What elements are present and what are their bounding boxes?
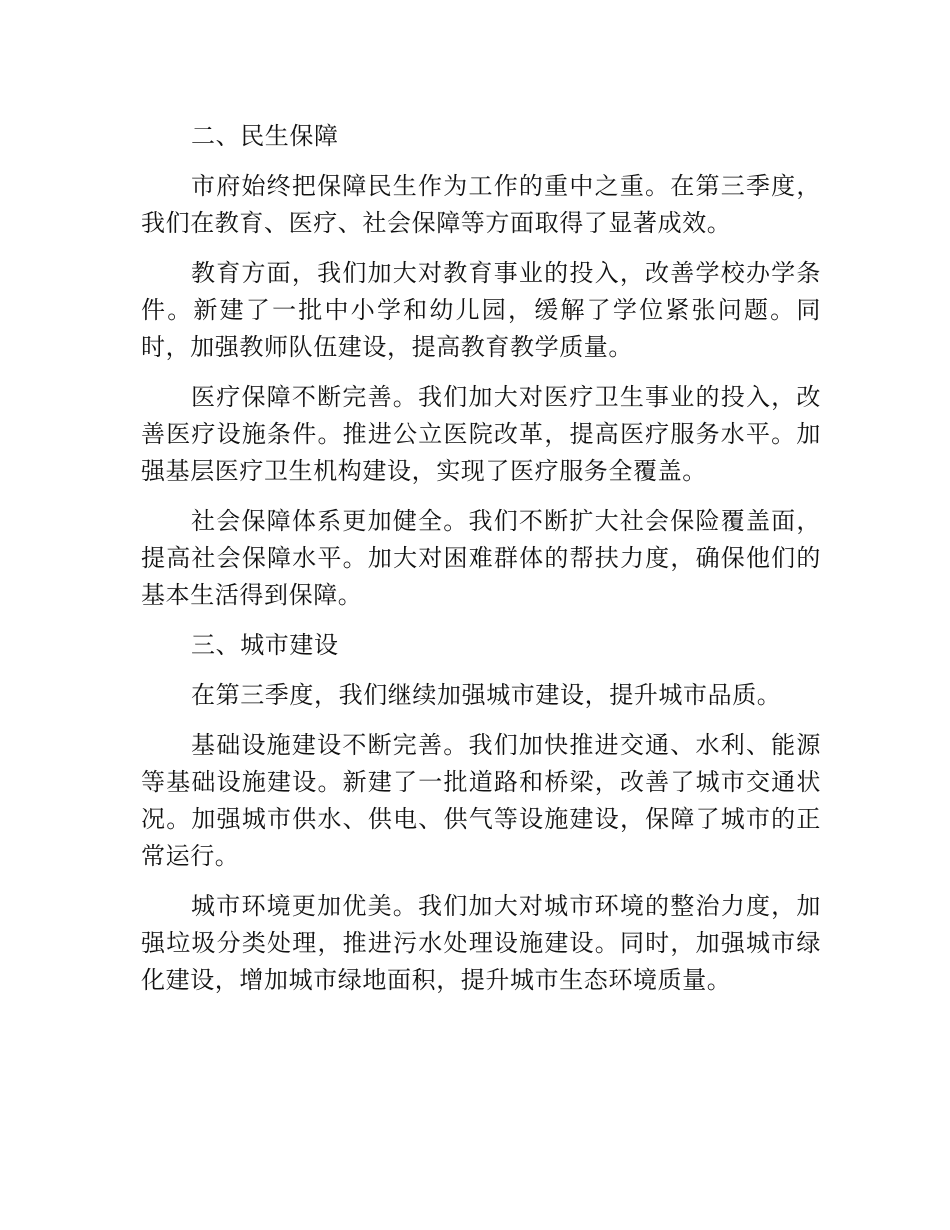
paragraph-urban-intro: 在第三季度，我们继续加强城市建设，提升城市品质。 (191, 681, 782, 709)
section-heading-urban-construction: 三、城市建设 (191, 631, 339, 659)
paragraph-infrastructure: 基础设施建设不断完善。我们加快推进交通、水利、能源等基础设施建设。新建了一批道路和桥梁，改善了城市交通状况。加强城市供水、供电、供气等设施建设，保障了城市的正常运行。 (141, 731, 821, 870)
section-heading-livelihood: 二、民生保障 (191, 122, 339, 150)
paragraph-social-security: 社会保障体系更加健全。我们不断扩大社会保险覆盖面，提高社会保障水平。加大对困难群体的帮扶力度，确保他们的基本生活得到保障。 (141, 507, 821, 609)
paragraph-environment: 城市环境更加优美。我们加大对城市环境的整治力度，加强垃圾分类处理，推进污水处理设施建设。同时，加强城市绿化建设，增加城市绿地面积，提升城市生态环境质量。 (141, 892, 821, 994)
paragraph-livelihood-intro: 市府始终把保障民生作为工作的重中之重。在第三季度，我们在教育、医疗、社会保障等方面取得了显著成效。 (141, 172, 821, 237)
document-body (141, 118, 821, 1012)
paragraph-healthcare: 医疗保障不断完善。我们加大对医疗卫生事业的投入，改善医疗设施条件。推进公立医院改革，提高医疗服务水平。加强基层医疗卫生机构建设，实现了医疗服务全覆盖。 (141, 383, 821, 485)
paragraph-education: 教育方面，我们加大对教育事业的投入，改善学校办学条件。新建了一批中小学和幼儿园，缓解了学位紧张问题。同时，加强教师队伍建设，提高教育教学质量。 (141, 259, 821, 361)
